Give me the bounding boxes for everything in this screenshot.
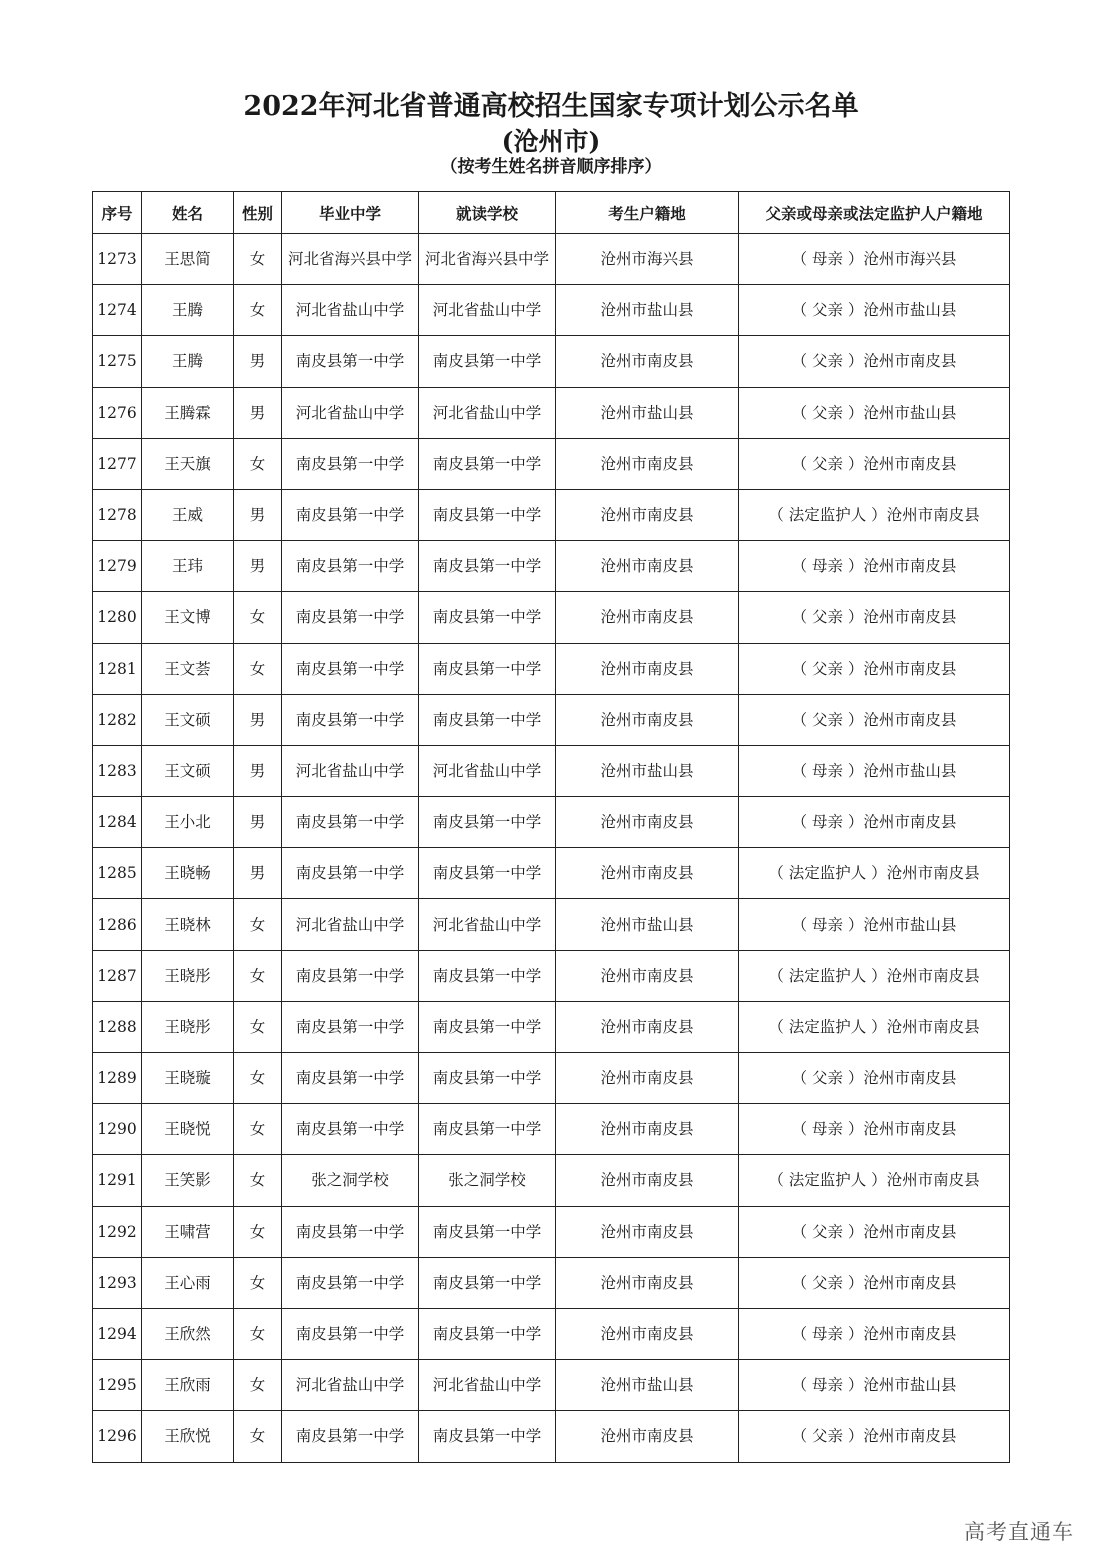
- guardian-residence: 沧州市南皮县: [863, 352, 957, 371]
- table-row: [93, 1104, 1010, 1155]
- cell-id: 1284: [93, 797, 142, 848]
- cell-grad-school: 河北省盐山中学: [282, 1360, 419, 1411]
- cell-grad-school: 张之洞学校: [282, 1155, 419, 1206]
- cell-grad-school: 南皮县第一中学: [282, 1001, 419, 1052]
- cell-current-school: 南皮县第一中学: [419, 950, 556, 1001]
- table-row: [93, 797, 1010, 848]
- cell-id: 1288: [93, 1001, 142, 1052]
- cell-current-school: 张之洞学校: [419, 1155, 556, 1206]
- cell-gender: 女: [234, 643, 282, 694]
- guardian-relation: （ 父亲 ）: [791, 1273, 864, 1292]
- table-row: [93, 1257, 1010, 1308]
- cell-name: 王腾: [142, 285, 234, 336]
- guardian-residence: 沧州市南皮县: [886, 506, 980, 525]
- table-row: [93, 592, 1010, 643]
- cell-gender: 女: [234, 438, 282, 489]
- cell-current-school: 南皮县第一中学: [419, 1001, 556, 1052]
- cell-name: 王晓悦: [142, 1104, 234, 1155]
- guardian-residence: 沧州市盐山县: [863, 301, 957, 320]
- cell-residence: 沧州市南皮县: [556, 592, 739, 643]
- cell-gender: 女: [234, 1411, 282, 1462]
- guardian-relation: （ 母亲 ）: [791, 1376, 864, 1395]
- guardian-residence: 沧州市南皮县: [863, 557, 957, 576]
- table-row: [93, 694, 1010, 745]
- table-row: [93, 438, 1010, 489]
- guardian-relation: （ 母亲 ）: [791, 813, 864, 832]
- cell-grad-school: 河北省盐山中学: [282, 899, 419, 950]
- cell-current-school: 南皮县第一中学: [419, 438, 556, 489]
- cell-name: 王欣雨: [142, 1360, 234, 1411]
- cell-current-school: 南皮县第一中学: [419, 848, 556, 899]
- guardian-residence: 沧州市南皮县: [886, 966, 980, 985]
- cell-gender: 女: [234, 1001, 282, 1052]
- guardian-residence: 沧州市南皮县: [886, 1171, 980, 1190]
- cell-guardian: [739, 1257, 1010, 1308]
- cell-residence: 沧州市南皮县: [556, 438, 739, 489]
- cell-grad-school: 南皮县第一中学: [282, 541, 419, 592]
- guardian-relation: （ 父亲 ）: [791, 403, 864, 422]
- cell-residence: 沧州市盐山县: [556, 745, 739, 796]
- cell-guardian: [739, 438, 1010, 489]
- guardian-relation: （ 母亲 ）: [791, 1325, 864, 1344]
- cell-name: 王威: [142, 489, 234, 540]
- cell-guardian: [739, 1308, 1010, 1359]
- cell-name: 王天旗: [142, 438, 234, 489]
- cell-name: 王欣然: [142, 1308, 234, 1359]
- cell-current-school: 南皮县第一中学: [419, 489, 556, 540]
- table-row: [93, 336, 1010, 387]
- table-row: [93, 899, 1010, 950]
- cell-id: 1282: [93, 694, 142, 745]
- cell-grad-school: 南皮县第一中学: [282, 950, 419, 1001]
- cell-grad-school: 南皮县第一中学: [282, 1308, 419, 1359]
- cell-current-school: 南皮县第一中学: [419, 1104, 556, 1155]
- cell-id: 1277: [93, 438, 142, 489]
- guardian-relation: （ 法定监护人 ）: [768, 506, 887, 525]
- guardian-relation: （ 法定监护人 ）: [768, 864, 887, 883]
- guardian-relation: （ 父亲 ）: [791, 1222, 864, 1241]
- cell-current-school: 河北省盐山中学: [419, 899, 556, 950]
- cell-grad-school: 南皮县第一中学: [282, 797, 419, 848]
- cell-id: 1280: [93, 592, 142, 643]
- cell-guardian: [739, 899, 1010, 950]
- guardian-residence: 沧州市南皮县: [886, 864, 980, 883]
- cell-residence: 沧州市南皮县: [556, 1155, 739, 1206]
- cell-id: 1276: [93, 387, 142, 438]
- table-row: [93, 1053, 1010, 1104]
- cell-name: 王小北: [142, 797, 234, 848]
- table-header-row: [93, 192, 1010, 234]
- column-header-name: 姓名: [142, 192, 234, 234]
- cell-grad-school: 南皮县第一中学: [282, 1206, 419, 1257]
- cell-gender: 女: [234, 1053, 282, 1104]
- cell-grad-school: 南皮县第一中学: [282, 489, 419, 540]
- guardian-relation: （ 法定监护人 ）: [768, 966, 887, 985]
- cell-residence: 沧州市南皮县: [556, 336, 739, 387]
- table-row: [93, 1360, 1010, 1411]
- guardian-residence: 沧州市南皮县: [863, 1273, 957, 1292]
- cell-id: 1275: [93, 336, 142, 387]
- table-row: [93, 1206, 1010, 1257]
- cell-current-school: 南皮县第一中学: [419, 541, 556, 592]
- cell-name: 王晓畅: [142, 848, 234, 899]
- guardian-residence: 沧州市盐山县: [863, 915, 957, 934]
- cell-id: 1281: [93, 643, 142, 694]
- cell-gender: 男: [234, 745, 282, 796]
- guardian-relation: （ 母亲 ）: [791, 761, 864, 780]
- cell-name: 王文硕: [142, 745, 234, 796]
- cell-id: 1287: [93, 950, 142, 1001]
- cell-guardian: [739, 1053, 1010, 1104]
- table-row: [93, 643, 1010, 694]
- cell-guardian: [739, 745, 1010, 796]
- guardian-relation: （ 父亲 ）: [791, 1069, 864, 1088]
- cell-grad-school: 南皮县第一中学: [282, 1257, 419, 1308]
- cell-guardian: [739, 1411, 1010, 1462]
- cell-residence: 沧州市南皮县: [556, 1053, 739, 1104]
- cell-guardian: [739, 848, 1010, 899]
- cell-id: 1279: [93, 541, 142, 592]
- cell-guardian: [739, 1155, 1010, 1206]
- table-row: [93, 489, 1010, 540]
- cell-residence: 沧州市盐山县: [556, 1360, 739, 1411]
- guardian-residence: 沧州市南皮县: [863, 710, 957, 729]
- cell-name: 王文硕: [142, 694, 234, 745]
- table-row: [93, 745, 1010, 796]
- cell-grad-school: 南皮县第一中学: [282, 1411, 419, 1462]
- cell-residence: 沧州市盐山县: [556, 285, 739, 336]
- guardian-residence: 沧州市南皮县: [886, 1017, 980, 1036]
- cell-id: 1289: [93, 1053, 142, 1104]
- sort-note: （按考生姓名拼音顺序排序）: [440, 157, 662, 177]
- roster-table: [92, 191, 1010, 1463]
- cell-current-school: 南皮县第一中学: [419, 1308, 556, 1359]
- cell-grad-school: 南皮县第一中学: [282, 643, 419, 694]
- guardian-relation: （ 父亲 ）: [791, 710, 864, 729]
- watermark: 高考直通车: [964, 1520, 1074, 1544]
- cell-guardian: [739, 1206, 1010, 1257]
- cell-current-school: 南皮县第一中学: [419, 643, 556, 694]
- cell-grad-school: 南皮县第一中学: [282, 1053, 419, 1104]
- cell-residence: 沧州市南皮县: [556, 1308, 739, 1359]
- cell-name: 王玮: [142, 541, 234, 592]
- guardian-residence: 沧州市南皮县: [863, 608, 957, 627]
- table-row: [93, 234, 1010, 285]
- cell-residence: 沧州市海兴县: [556, 234, 739, 285]
- cell-id: 1295: [93, 1360, 142, 1411]
- cell-residence: 沧州市南皮县: [556, 848, 739, 899]
- guardian-residence: 沧州市盐山县: [863, 403, 957, 422]
- cell-current-school: 南皮县第一中学: [419, 592, 556, 643]
- cell-gender: 女: [234, 1155, 282, 1206]
- cell-name: 王晓彤: [142, 1001, 234, 1052]
- column-header-gender: 性别: [234, 192, 282, 234]
- cell-name: 王晓林: [142, 899, 234, 950]
- table-row: [93, 285, 1010, 336]
- cell-gender: 男: [234, 387, 282, 438]
- cell-guardian: [739, 694, 1010, 745]
- guardian-relation: （ 法定监护人 ）: [768, 1017, 887, 1036]
- guardian-residence: 沧州市南皮县: [863, 659, 957, 678]
- guardian-relation: （ 母亲 ）: [791, 557, 864, 576]
- cell-grad-school: 南皮县第一中学: [282, 592, 419, 643]
- cell-gender: 男: [234, 694, 282, 745]
- guardian-relation: （ 父亲 ）: [791, 659, 864, 678]
- cell-name: 王思简: [142, 234, 234, 285]
- cell-gender: 女: [234, 1104, 282, 1155]
- guardian-relation: （ 父亲 ）: [791, 352, 864, 371]
- cell-gender: 女: [234, 592, 282, 643]
- cell-grad-school: 南皮县第一中学: [282, 438, 419, 489]
- cell-id: 1273: [93, 234, 142, 285]
- cell-grad-school: 河北省盐山中学: [282, 285, 419, 336]
- cell-id: 1283: [93, 745, 142, 796]
- cell-id: 1290: [93, 1104, 142, 1155]
- cell-residence: 沧州市南皮县: [556, 950, 739, 1001]
- cell-name: 王文荟: [142, 643, 234, 694]
- cell-current-school: 南皮县第一中学: [419, 797, 556, 848]
- cell-guardian: [739, 489, 1010, 540]
- guardian-residence: 沧州市南皮县: [863, 813, 957, 832]
- guardian-relation: （ 母亲 ）: [791, 250, 864, 269]
- cell-name: 王腾: [142, 336, 234, 387]
- cell-guardian: [739, 1360, 1010, 1411]
- cell-gender: 女: [234, 1257, 282, 1308]
- cell-id: 1291: [93, 1155, 142, 1206]
- cell-current-school: 河北省盐山中学: [419, 285, 556, 336]
- cell-id: 1293: [93, 1257, 142, 1308]
- cell-grad-school: 河北省盐山中学: [282, 745, 419, 796]
- page-subtitle-city: (沧州市): [501, 127, 601, 156]
- cell-name: 王腾霖: [142, 387, 234, 438]
- cell-id: 1294: [93, 1308, 142, 1359]
- guardian-relation: （ 法定监护人 ）: [768, 1171, 887, 1190]
- cell-current-school: 南皮县第一中学: [419, 1411, 556, 1462]
- cell-gender: 女: [234, 285, 282, 336]
- cell-residence: 沧州市南皮县: [556, 1001, 739, 1052]
- guardian-residence: 沧州市南皮县: [863, 1222, 957, 1241]
- cell-residence: 沧州市南皮县: [556, 797, 739, 848]
- cell-current-school: 河北省盐山中学: [419, 745, 556, 796]
- cell-current-school: 南皮县第一中学: [419, 1206, 556, 1257]
- guardian-residence: 沧州市盐山县: [863, 761, 957, 780]
- table-row: [93, 1411, 1010, 1462]
- guardian-residence: 沧州市南皮县: [863, 1120, 957, 1139]
- cell-guardian: [739, 797, 1010, 848]
- cell-gender: 女: [234, 1206, 282, 1257]
- cell-gender: 女: [234, 899, 282, 950]
- table-row: [93, 387, 1010, 438]
- cell-gender: 男: [234, 489, 282, 540]
- cell-guardian: [739, 387, 1010, 438]
- cell-residence: 沧州市南皮县: [556, 541, 739, 592]
- cell-gender: 女: [234, 234, 282, 285]
- cell-residence: 沧州市南皮县: [556, 1104, 739, 1155]
- cell-current-school: 南皮县第一中学: [419, 1257, 556, 1308]
- cell-gender: 男: [234, 541, 282, 592]
- cell-gender: 男: [234, 848, 282, 899]
- cell-residence: 沧州市南皮县: [556, 489, 739, 540]
- guardian-residence: 沧州市盐山县: [863, 1376, 957, 1395]
- cell-id: 1274: [93, 285, 142, 336]
- cell-grad-school: 河北省海兴县中学: [282, 234, 419, 285]
- cell-current-school: 南皮县第一中学: [419, 1053, 556, 1104]
- column-header-id: 序号: [93, 192, 142, 234]
- cell-residence: 沧州市盐山县: [556, 387, 739, 438]
- column-header-current-school: 就读学校: [419, 192, 556, 234]
- cell-residence: 沧州市南皮县: [556, 1257, 739, 1308]
- table-body: [93, 234, 1010, 1463]
- guardian-relation: （ 父亲 ）: [791, 301, 864, 320]
- table-row: [93, 1155, 1010, 1206]
- cell-grad-school: 南皮县第一中学: [282, 1104, 419, 1155]
- guardian-residence: 沧州市南皮县: [863, 454, 957, 473]
- cell-current-school: 河北省盐山中学: [419, 387, 556, 438]
- cell-guardian: [739, 643, 1010, 694]
- cell-current-school: 南皮县第一中学: [419, 336, 556, 387]
- guardian-relation: （ 母亲 ）: [791, 1120, 864, 1139]
- cell-guardian: [739, 592, 1010, 643]
- guardian-relation: （ 父亲 ）: [791, 1427, 864, 1446]
- cell-guardian: [739, 234, 1010, 285]
- cell-id: 1292: [93, 1206, 142, 1257]
- column-header-grad-school: 毕业中学: [282, 192, 419, 234]
- cell-id: 1285: [93, 848, 142, 899]
- table-row: [93, 541, 1010, 592]
- guardian-residence: 沧州市南皮县: [863, 1325, 957, 1344]
- cell-guardian: [739, 1104, 1010, 1155]
- table-row: [93, 848, 1010, 899]
- cell-grad-school: 河北省盐山中学: [282, 387, 419, 438]
- cell-grad-school: 南皮县第一中学: [282, 694, 419, 745]
- cell-guardian: [739, 950, 1010, 1001]
- cell-gender: 女: [234, 1360, 282, 1411]
- table-row: [93, 950, 1010, 1001]
- cell-name: 王文博: [142, 592, 234, 643]
- cell-residence: 沧州市南皮县: [556, 694, 739, 745]
- cell-current-school: 南皮县第一中学: [419, 694, 556, 745]
- cell-id: 1278: [93, 489, 142, 540]
- cell-gender: 女: [234, 950, 282, 1001]
- guardian-residence: 沧州市南皮县: [863, 1427, 957, 1446]
- page-title: 2022年河北省普通高校招生国家专项计划公示名单: [243, 91, 859, 122]
- guardian-residence: 沧州市海兴县: [863, 250, 957, 269]
- cell-name: 王欣悦: [142, 1411, 234, 1462]
- cell-name: 王啸营: [142, 1206, 234, 1257]
- cell-gender: 男: [234, 336, 282, 387]
- cell-residence: 沧州市盐山县: [556, 899, 739, 950]
- cell-current-school: 河北省盐山中学: [419, 1360, 556, 1411]
- guardian-relation: （ 父亲 ）: [791, 608, 864, 627]
- cell-name: 王晓璇: [142, 1053, 234, 1104]
- cell-name: 王笑影: [142, 1155, 234, 1206]
- cell-guardian: [739, 541, 1010, 592]
- cell-grad-school: 南皮县第一中学: [282, 336, 419, 387]
- table-row: [93, 1001, 1010, 1052]
- cell-residence: 沧州市南皮县: [556, 1411, 739, 1462]
- cell-guardian: [739, 336, 1010, 387]
- cell-grad-school: 南皮县第一中学: [282, 848, 419, 899]
- cell-gender: 男: [234, 797, 282, 848]
- cell-id: 1296: [93, 1411, 142, 1462]
- cell-gender: 女: [234, 1308, 282, 1359]
- guardian-residence: 沧州市南皮县: [863, 1069, 957, 1088]
- guardian-relation: （ 父亲 ）: [791, 454, 864, 473]
- cell-residence: 沧州市南皮县: [556, 643, 739, 694]
- cell-residence: 沧州市南皮县: [556, 1206, 739, 1257]
- cell-id: 1286: [93, 899, 142, 950]
- cell-name: 王心雨: [142, 1257, 234, 1308]
- column-header-residence: 考生户籍地: [556, 192, 739, 234]
- column-header-guardian-residence: 父亲或母亲或法定监护人户籍地: [739, 192, 1010, 234]
- cell-guardian: [739, 1001, 1010, 1052]
- cell-current-school: 河北省海兴县中学: [419, 234, 556, 285]
- cell-guardian: [739, 285, 1010, 336]
- cell-name: 王晓彤: [142, 950, 234, 1001]
- table-row: [93, 1308, 1010, 1359]
- guardian-relation: （ 母亲 ）: [791, 915, 864, 934]
